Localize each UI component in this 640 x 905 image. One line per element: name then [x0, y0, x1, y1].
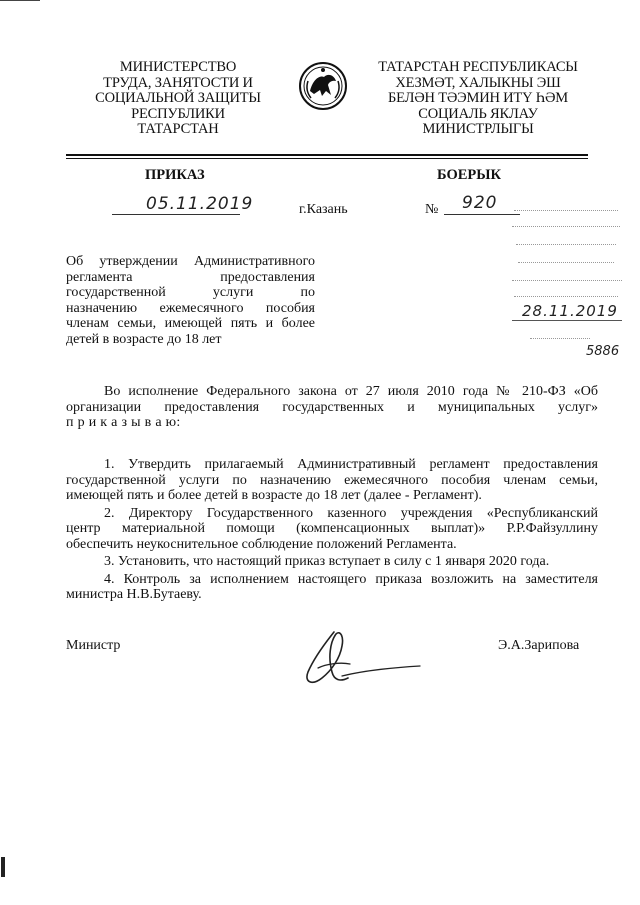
order-item-3: 3. Установить, что настоящий приказ вступает в силу с 1 января 2020 года. — [104, 554, 550, 569]
stamp-number: 5886 — [586, 344, 620, 359]
order-item-4: 4. Контроль за исполнением настоящего приказа возложить на заместителя министра Н.В.Бутаеву. — [66, 571, 598, 602]
scan-mark — [1, 857, 5, 877]
date-underline — [112, 214, 240, 215]
order-title-ru: ПРИКАЗ — [145, 167, 205, 183]
handwritten-signature — [296, 628, 426, 690]
order-city: г.Казань — [299, 202, 348, 217]
ministry-name-ru: МИНИСТЕРСТВО ТРУДА, ЗАНЯТОСТИ И СОЦИАЛЬНОЙ ЗАЩИТЫ РЕСПУБЛИКИ ТАТАРСТАН — [95, 59, 261, 137]
scan-mark-top — [0, 0, 40, 1]
order-items — [66, 457, 598, 603]
order-subject: Об утверждении Административного регламента предоставления государственной услуги по назначению ежемесячного пособия членам семьи, имеющей пять и более детей в возрасте до 18 лет — [66, 254, 315, 347]
signatory-position: Министр — [66, 638, 121, 653]
order-number-label: № — [425, 202, 439, 217]
header-divider-thick — [66, 154, 588, 156]
order-item-1: 1. Утвердить прилагаемый Административный регламент предоставления государственной услуги по назначению ежемесячного пособия членам семьи, имеющей пять и более детей в возрасте до 18 лет (далее - Регламент). — [66, 457, 598, 503]
coat-of-arms-icon — [298, 61, 348, 111]
signatory-name: Э.А.Зарипова — [498, 638, 580, 653]
stamp-date: 28.11.2019 — [522, 302, 618, 320]
order-title-tt: БОЕРЫК — [437, 167, 502, 183]
preamble: Во исполнение Федерального закона от 27 июля 2010 года № 210-ФЗ «Об организации предоставления государственных и муниципальных услуг» п р и к а з ы в а ю: — [66, 384, 598, 430]
order-item-2: 2. Директору Государственного казенного учреждения «Республиканский центр материальной помощи (компенсационных выплат)» Р.Р.Файзуллину обеспечить неукоснительное соблюдение положений Регламента. — [66, 505, 598, 552]
registration-stamp — [508, 196, 626, 366]
order-date: 05.11.2019 — [146, 194, 254, 214]
ministry-name-tt: ТАТАРСТАН РЕСПУБЛИКАСЫ ХЕЗМӘТ, ХАЛЫКНЫ ЭШ БЕЛӘН ТӘЭМИН ИТҮ ҺӘМ СОЦИАЛЬ ЯКЛАУ МИНИСТРЛЫГЫ — [378, 59, 578, 137]
order-number: 920 — [462, 193, 498, 213]
header-divider-thin — [66, 158, 588, 159]
